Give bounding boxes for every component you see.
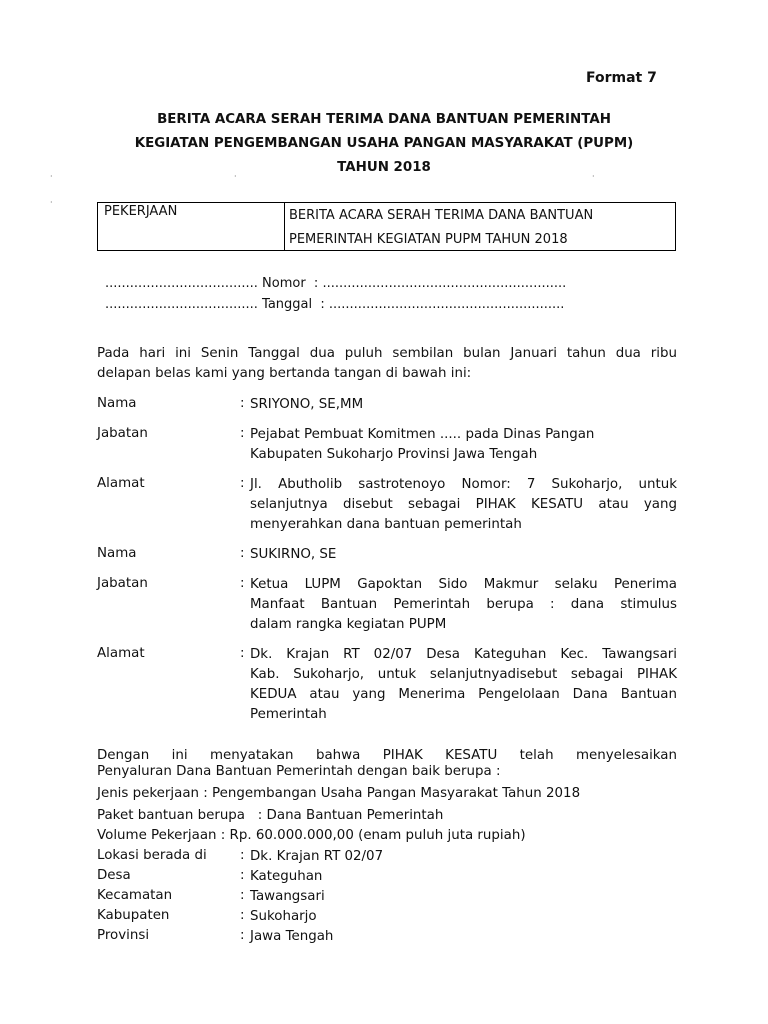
detail-village-value: Kateguhan xyxy=(250,869,323,884)
number-line: ..................................... Nomor : ........................................................... xyxy=(105,276,567,291)
party1-address-line-3: menyerahkan dana bantuan pemerintah xyxy=(250,517,522,532)
party2-position-line-3: dalam rangka kegiatan PUPM xyxy=(250,617,447,632)
detail-package: Paket bantuan berupa : Dana Bantuan Pemerintah xyxy=(97,808,444,823)
colon: : xyxy=(240,888,245,903)
party2-address-label: Alamat xyxy=(97,646,145,661)
detail-province-value: Jawa Tengah xyxy=(250,929,334,944)
job-box-divider xyxy=(284,203,285,250)
job-box xyxy=(97,202,676,251)
party1-address-label: Alamat xyxy=(97,476,145,491)
party2-name-label: Nama xyxy=(97,546,137,561)
detail-regency-value: Sukoharjo xyxy=(250,909,317,924)
format-label: Format 7 xyxy=(586,70,657,86)
date-line: ..................................... Tanggal : ......................................................... xyxy=(105,297,565,312)
party1-position-line-2: Kabupaten Sukoharjo Provinsi Jawa Tengah xyxy=(250,447,538,462)
party2-position-line-2: Manfaat Bantuan Pemerintah berupa : dana stimulus xyxy=(250,597,677,612)
detail-regency-label: Kabupaten xyxy=(97,908,170,923)
detail-district-label: Kecamatan xyxy=(97,888,173,903)
party1-name-label: Nama xyxy=(97,396,137,411)
title-line-1: BERITA ACARA SERAH TERIMA DANA BANTUAN PEMERINTAH xyxy=(157,112,611,127)
colon: : xyxy=(240,576,245,591)
detail-location-value: Dk. Krajan RT 02/07 xyxy=(250,849,384,864)
colon: : xyxy=(240,396,245,411)
statement-line-2: Penyaluran Dana Bantuan Pemerintah dengan baik berupa : xyxy=(97,764,501,779)
party1-position-label: Jabatan xyxy=(97,426,148,441)
colon: : xyxy=(240,546,245,561)
party2-position-label: Jabatan xyxy=(97,576,148,591)
detail-province-label: Provinsi xyxy=(97,928,150,943)
title-line-3: TAHUN 2018 xyxy=(337,160,431,175)
job-box-value-line-1: BERITA ACARA SERAH TERIMA DANA BANTUAN xyxy=(289,208,594,223)
job-box-value xyxy=(289,204,669,252)
intro-paragraph xyxy=(97,344,677,384)
stray-dot: · xyxy=(592,172,595,181)
statement-paragraph xyxy=(97,748,677,780)
colon: : xyxy=(240,908,245,923)
party1-address-line-2: selanjutnya disebut sebagai PIHAK KESATU atau yang xyxy=(250,497,677,512)
party2-address-line-1: Dk. Krajan RT 02/07 Desa Kateguhan Kec. Tawangsari xyxy=(250,647,677,662)
party2-position-line-1: Ketua LUPM Gapoktan Sido Makmur selaku Penerima xyxy=(250,577,677,592)
party1-position-line-1: Pejabat Pembuat Komitmen ..... pada Dinas Pangan xyxy=(250,427,595,442)
party2-address-value xyxy=(250,645,677,725)
party2-name-value: SUKIRNO, SE xyxy=(250,547,337,562)
stray-dot: · xyxy=(234,172,237,181)
colon: : xyxy=(240,928,245,943)
party1-position-value xyxy=(250,425,677,465)
job-box-label: PEKERJAAN xyxy=(104,204,178,219)
stray-dot: · xyxy=(50,198,53,207)
detail-village-label: Desa xyxy=(97,868,131,883)
party2-address-line-2: Kab. Sukoharjo, untuk selanjutnyadisebut sebagai PIHAK xyxy=(250,667,677,682)
colon: : xyxy=(240,476,245,491)
party2-position-value xyxy=(250,575,677,635)
detail-location-label: Lokasi berada di xyxy=(97,848,207,863)
document-title xyxy=(0,108,768,180)
intro-line-2: delapan belas kami yang bertanda tangan di bawah ini: xyxy=(97,366,472,381)
detail-district-value: Tawangsari xyxy=(250,889,325,904)
intro-line-1: Pada hari ini Senin Tanggal dua puluh sembilan bulan Januari tahun dua ribu xyxy=(97,346,677,361)
party1-address-value xyxy=(250,475,677,535)
job-box-value-line-2: PEMERINTAH KEGIATAN PUPM TAHUN 2018 xyxy=(289,232,568,247)
detail-job-type: Jenis pekerjaan : Pengembangan Usaha Pangan Masyarakat Tahun 2018 xyxy=(97,786,581,801)
colon: : xyxy=(240,868,245,883)
party1-address-line-1: Jl. Abutholib sastrotenoyo Nomor: 7 Sukoharjo, untuk xyxy=(250,477,677,492)
party2-address-line-3: KEDUA atau yang Menerima Pengelolaan Dana Bantuan xyxy=(250,687,677,702)
colon: : xyxy=(240,646,245,661)
title-line-2: KEGIATAN PENGEMBANGAN USAHA PANGAN MASYARAKAT (PUPM) xyxy=(134,136,634,151)
statement-line-1: Dengan ini menyatakan bahwa PIHAK KESATU telah menyelesaikan xyxy=(97,748,677,763)
party1-name-value: SRIYONO, SE,MM xyxy=(250,397,364,412)
colon: : xyxy=(240,848,245,863)
party2-address-line-4: Pemerintah xyxy=(250,707,327,722)
stray-dot: · xyxy=(50,172,53,181)
colon: : xyxy=(240,426,245,441)
detail-volume: Volume Pekerjaan : Rp. 60.000.000,00 (enam puluh juta rupiah) xyxy=(97,828,526,843)
